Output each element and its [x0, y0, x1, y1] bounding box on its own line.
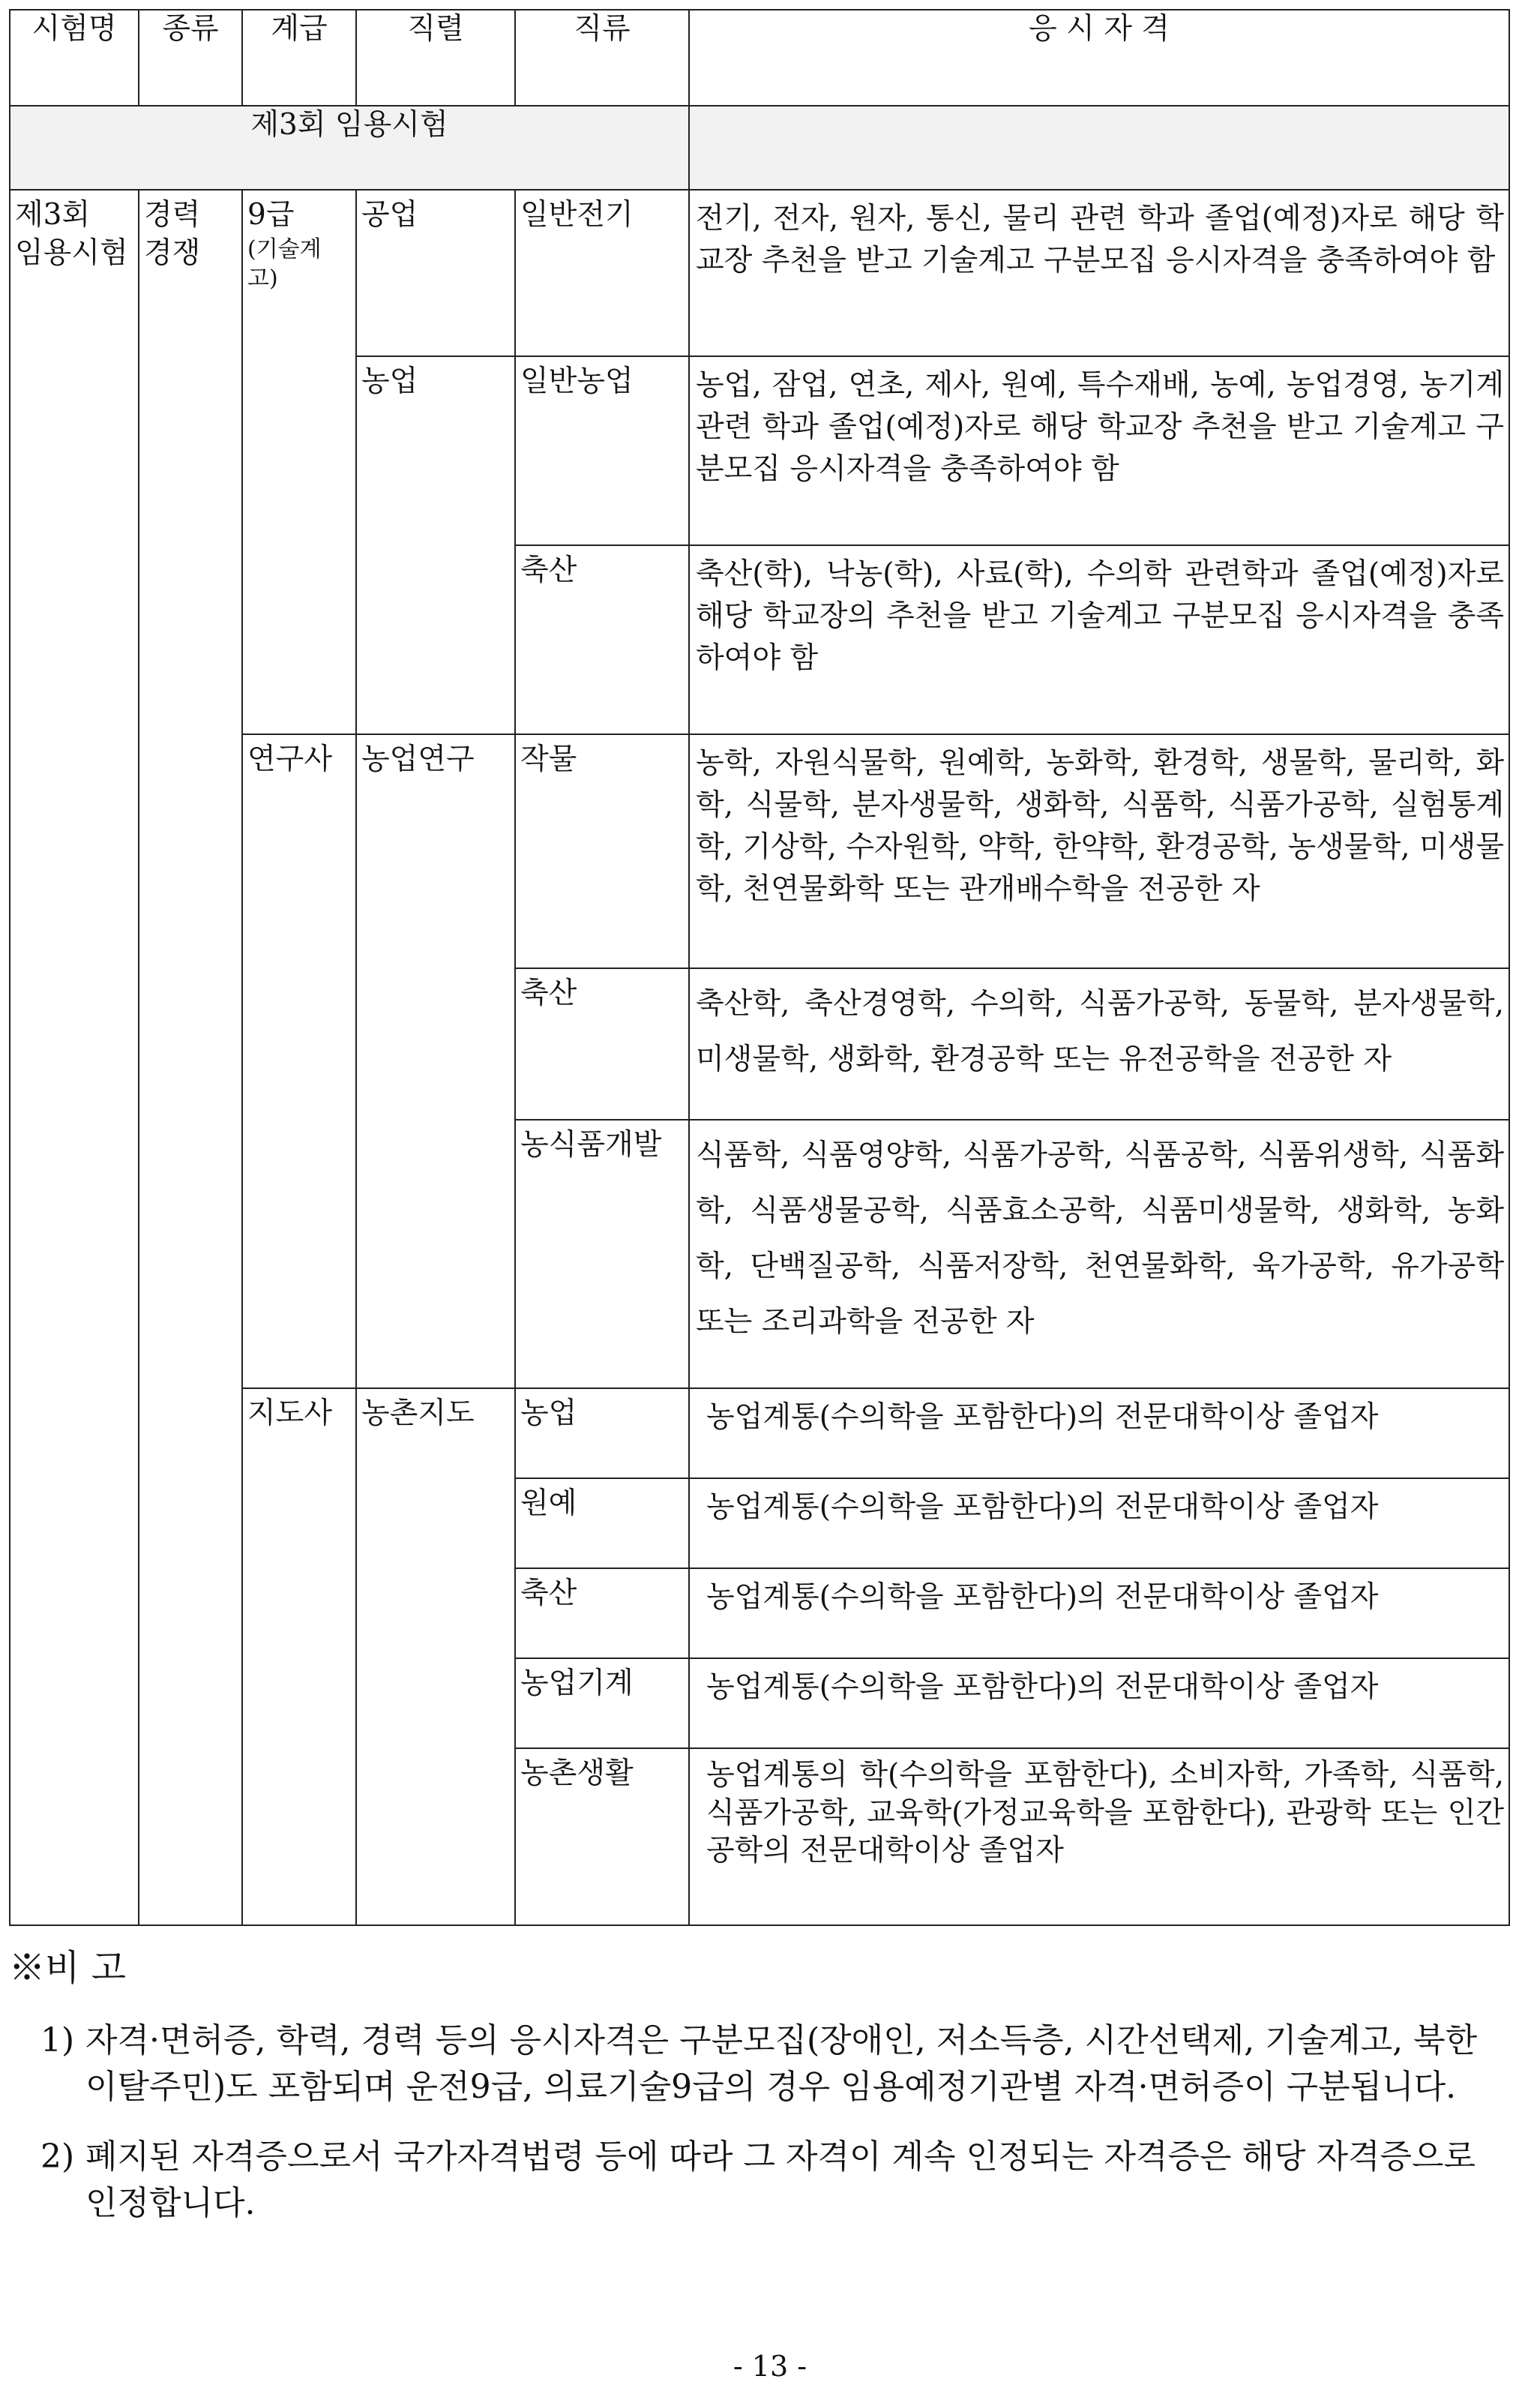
class-cell: [515, 1388, 689, 1478]
series: 농업연구: [361, 742, 475, 776]
note-number: 1): [40, 2021, 75, 2060]
header-type: 종류: [139, 10, 242, 106]
qualification-cell: [689, 1748, 1509, 1925]
grade-researcher: 연구사: [247, 742, 333, 776]
note-item: [40, 2134, 1509, 2228]
notes-title: ※비 고: [9, 1947, 126, 1989]
qualification-cell: [689, 1658, 1509, 1748]
qualification: 농업계통(수의학을 포함한다)의 전문대학이상 졸업자: [706, 1490, 1379, 1524]
qualification: 농업계통(수의학을 포함한다)의 전문대학이상 졸업자: [706, 1400, 1379, 1434]
exam-type-cell: [139, 190, 242, 1925]
class: 축산: [520, 976, 577, 1010]
class-cell: [515, 190, 689, 356]
grade-9: 9급: [247, 198, 295, 232]
header-row: [10, 10, 1509, 106]
note-text: 자격·면허증, 학력, 경력 등의 응시자격은 구분모집(장애인, 저소득층, 시간선택제, 기술계고, 북한이탈주민)도 포함되며 운전9급, 의료기술9급의 경우 임용예정기관별 자격·면허증이 구분됩니다.: [85, 2021, 1478, 2107]
exam-name: 제3회 임용시험: [15, 198, 128, 270]
qualification: 식품학, 식품영양학, 식품가공학, 식품공학, 식품위생학, 식품화학, 식품생물공학, 식품효소공학, 식품미생물학, 생화학, 농화학, 단백질공학, 식품저장학, 천연물화학, 육가공학, 유가공학 또는 조리과학을 전공한 자: [696, 1138, 1504, 1340]
qualification: 축산학, 축산경영학, 수의학, 식품가공학, 동물학, 분자생물학, 미생물학, 생화학, 환경공학 또는 유전공학을 전공한 자: [696, 987, 1504, 1077]
class-cell: [515, 1748, 689, 1925]
exam-band-label: 제3회 임용시험: [10, 106, 689, 190]
header-class: 직류: [515, 10, 689, 106]
class-cell: [515, 1568, 689, 1658]
qualification: 농업계통(수의학을 포함한다)의 전문대학이상 졸업자: [706, 1670, 1379, 1704]
class: 축산: [520, 554, 577, 587]
series: 공업: [361, 198, 418, 232]
header-grade: 계급: [242, 10, 356, 106]
note-number: 2): [40, 2137, 75, 2176]
qualification: 축산(학), 낙농(학), 사료(학), 수의학 관련학과 졸업(예정)자로 해당 학교장의 추천을 받고 기술계고 구분모집 응시자격을 충족하여야 함: [696, 557, 1504, 676]
grade-cell-researcher: [242, 734, 356, 1388]
class-cell: [515, 545, 689, 734]
class: 농업: [520, 1396, 577, 1430]
series-cell: [356, 1388, 515, 1925]
class-cell: [515, 1658, 689, 1748]
qualification-cell: [689, 545, 1509, 734]
class-cell: [515, 734, 689, 968]
series: 농촌지도: [361, 1396, 475, 1430]
series-cell: [356, 190, 515, 356]
qualification-cell: [689, 190, 1509, 356]
class: 일반농업: [520, 364, 634, 398]
qualification-cell: [689, 734, 1509, 968]
series-cell: [356, 356, 515, 734]
class-cell: [515, 1478, 689, 1568]
grade-9-sub: (기술계고): [247, 236, 322, 292]
series: 농업: [361, 364, 418, 398]
qualification-cell: [689, 968, 1509, 1120]
qualification: 농학, 자원식물학, 원예학, 농화학, 환경학, 생물학, 물리학, 화학, 식물학, 분자생물학, 생화학, 식품학, 식품가공학, 실험통계학, 기상학, 수자원학, 약학, 한약학, 환경공학, 농생물학, 미생물학, 천연물화학 또는 관개배수학을 전공한 자: [696, 746, 1504, 907]
qualification-cell: [689, 356, 1509, 545]
qualification-table: [9, 9, 1510, 1926]
class: 일반전기: [520, 198, 634, 232]
qualification-cell: [689, 1478, 1509, 1568]
notes-section: [9, 1939, 1509, 2250]
qualification-cell: [689, 1120, 1509, 1388]
class: 축산: [520, 1576, 577, 1610]
series-cell: [356, 734, 515, 1388]
exam-name-cell: [10, 190, 139, 1925]
grade-cell-9: [242, 190, 356, 734]
qualification: 농업계통의 학(수의학을 포함한다), 소비자학, 가족학, 식품학, 식품가공학, 교육학(가정교육학을 포함한다), 관광학 또는 인간공학의 전문대학이상 졸업자: [706, 1758, 1504, 1868]
note-item: [40, 2018, 1509, 2111]
class: 농식품개발: [520, 1128, 662, 1162]
qualification-cell: [689, 1388, 1509, 1478]
note-text: 폐지된 자격증으로서 국가자격법령 등에 따라 그 자격이 계속 인정되는 자격증은 해당 자격증으로 인정합니다.: [85, 2137, 1476, 2223]
header-qualification: 응 시 자 격: [689, 10, 1509, 106]
header-exam-name: 시험명: [10, 10, 139, 106]
grade-9-wrap: [243, 190, 355, 293]
class-cell: [515, 356, 689, 545]
class: 작물: [520, 742, 577, 776]
class: 원예: [520, 1486, 577, 1520]
grade-instructor: 지도사: [247, 1396, 333, 1430]
qualification-cell: [689, 1568, 1509, 1658]
qualification: 전기, 전자, 원자, 통신, 물리 관련 학과 졸업(예정)자로 해당 학교장 추천을 받고 기술계고 구분모집 응시자격을 충족하여야 함: [696, 202, 1504, 278]
qualification: 농업계통(수의학을 포함한다)의 전문대학이상 졸업자: [706, 1580, 1379, 1614]
exam-band-row: [10, 106, 1509, 190]
exam-band-empty: [689, 106, 1509, 190]
table-row: [10, 190, 1509, 356]
page-number: - 13 -: [733, 2350, 807, 2383]
class-cell: [515, 1120, 689, 1388]
class-cell: [515, 968, 689, 1120]
class: 농업기계: [520, 1666, 634, 1700]
qualification: 농업, 잠업, 연초, 제사, 원예, 특수재배, 농예, 농업경영, 농기계 관련 학과 졸업(예정)자로 해당 학교장 추천을 받고 기술계고 구분모집 응시자격을 충족하여야 함: [696, 368, 1504, 487]
header-series: 직렬: [356, 10, 515, 106]
class: 농촌생활: [520, 1756, 634, 1790]
grade-cell-instructor: [242, 1388, 356, 1925]
exam-type: 경력 경쟁: [144, 198, 201, 270]
